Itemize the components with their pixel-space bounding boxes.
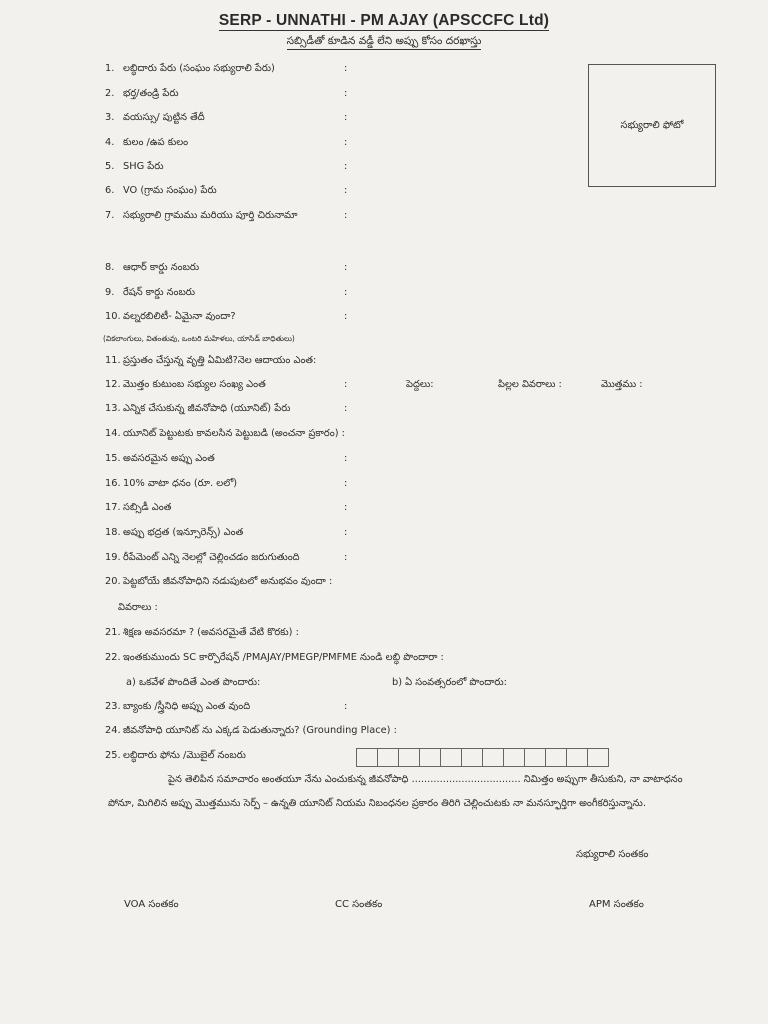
- phone-digit-box[interactable]: [524, 748, 546, 767]
- field-colon: :: [344, 63, 348, 74]
- field-colon: :: [344, 379, 348, 390]
- field-number: 11.: [105, 355, 121, 366]
- field-label: యూనిట్ పెట్టుటకు కావలసిన పెట్టుబడి (అంచనా ప్రకారం) :: [123, 428, 345, 439]
- vulnerability-note: (వికలాంగులు, వితంతువు, ఒంటరి మహిళలు, యాసిడ్ బాధితులు): [103, 334, 295, 343]
- photo-box-label: సభ్యురాలి ఫోటో: [620, 119, 684, 131]
- form-title-text: SERP - UNNATHI - PM AJAY (APSCCFC Ltd): [218, 12, 550, 29]
- q22-amount-label: a) ఒకవేళ పొందితే ఎంత పొందారు:: [126, 677, 261, 688]
- field-colon: :: [344, 552, 348, 563]
- field-label: శిక్షణ అవసరమా ? (అవసరమైతే వేటి కొరకు) :: [123, 627, 299, 638]
- declaration-paragraph: పైన తెలిపిన సమాచారం అంతయూ నేను ఎంచుకున్న జీవనోపాధి ................................... నిమిత్తం అప్పుగా తీసుకుని, నా వాటాధనం పోనూ, మిగిలిన అప్పు మొత్తమును సెర్ప్ – ఉన్నతి యూనిట్ నియమ నిబంధనల ప్రకారం తిరిగి చెల్లించుటకు నా మనస్ఫూర్తిగా అంగీకరిస్తున్నాను.: [108, 774, 683, 809]
- field-number: 7.: [105, 210, 115, 221]
- field-number: 6.: [105, 185, 115, 196]
- phone-digit-box[interactable]: [398, 748, 420, 767]
- field-number: 3.: [105, 112, 115, 123]
- field-number: 13.: [105, 403, 121, 414]
- field-number: 9.: [105, 287, 115, 298]
- field-colon: :: [344, 210, 348, 221]
- field-label: సబ్సిడీ ఎంత: [123, 502, 172, 513]
- field-label: ఇంతకుముందు SC కార్పొరేషన్ /PMAJAY/PMEGP/PMFME నుండి లబ్ధి పొందారా :: [123, 652, 444, 663]
- field-number: 8.: [105, 262, 115, 273]
- field-colon: :: [344, 185, 348, 196]
- phone-digit-box[interactable]: [356, 748, 378, 767]
- field-number: 22.: [105, 652, 121, 663]
- field-label: అప్పు భద్రత (ఇన్సూరెన్స్) ఎంత: [123, 527, 244, 538]
- field-label: 10% వాటా ధనం (రూ. లలో): [123, 478, 238, 489]
- field-label: బ్యాంకు /స్త్రీనిధి అప్పు ఎంత వుంది: [123, 701, 251, 712]
- field-number: 24.: [105, 725, 121, 736]
- phone-digit-box[interactable]: [482, 748, 504, 767]
- field-number: 15.: [105, 453, 121, 464]
- field-label: భర్త/తండ్రి పేరు: [123, 88, 179, 99]
- phone-digit-box[interactable]: [440, 748, 462, 767]
- phone-number-boxes[interactable]: [357, 748, 609, 767]
- field-colon: :: [344, 262, 348, 273]
- photo-box: [588, 64, 716, 187]
- field-label: ప్రస్తుతం చేస్తున్న వృత్తి ఏమిటి?నెల ఆదాయం ఎంత:: [123, 355, 317, 366]
- field-label: VO (గ్రామ సంఘం) పేరు: [123, 185, 217, 196]
- field-label: రేషన్ కార్డు నంబరు: [123, 287, 195, 298]
- field-colon: :: [344, 137, 348, 148]
- phone-digit-box[interactable]: [587, 748, 609, 767]
- field-colon: :: [344, 112, 348, 123]
- family-adults-label: పెద్దలు:: [406, 379, 434, 390]
- field-label: కులం /ఉప కులం: [123, 137, 189, 148]
- field-label: అవసరమైన అప్పు ఎంత: [123, 453, 215, 464]
- field-number: 16.: [105, 478, 121, 489]
- member-signature-label: సభ్యురాలి సంతకం: [576, 849, 649, 860]
- phone-digit-box[interactable]: [461, 748, 483, 767]
- field-number: 1.: [105, 63, 115, 74]
- apm-signature-label: APM సంతకం: [589, 899, 644, 910]
- field-number: 21.: [105, 627, 121, 638]
- field-colon: :: [344, 701, 348, 712]
- form-subtitle-text: సబ్సిడీతో కూడిన వడ్డీ లేని అప్పు కోసం దరఖాస్తు: [287, 35, 482, 50]
- field-colon: :: [344, 287, 348, 298]
- field-label: వయస్సు/ పుట్టిన తేదీ: [123, 112, 205, 123]
- phone-digit-box[interactable]: [545, 748, 567, 767]
- field-label: సభ్యురాలి గ్రామము మరియు పూర్తి చిరునామా: [123, 210, 298, 221]
- phone-digit-box[interactable]: [377, 748, 399, 767]
- field-colon: :: [344, 502, 348, 513]
- field-colon: :: [344, 527, 348, 538]
- field-colon: :: [344, 403, 348, 414]
- field-label: మొత్తం కుటుంబ సభ్యుల సంఖ్య ఎంత: [123, 379, 266, 390]
- field-number: 17.: [105, 502, 121, 513]
- phone-digit-box[interactable]: [419, 748, 441, 767]
- form-title: [0, 12, 768, 30]
- field-colon: :: [344, 311, 348, 322]
- family-children-label: పిల్లల వివరాలు :: [498, 379, 562, 390]
- field-label: పెట్టబోయే జీవనోపాధిని నడుపుటలో అనుభవం వుందా :: [123, 576, 333, 587]
- field-number: 4.: [105, 137, 115, 148]
- field-colon: :: [344, 453, 348, 464]
- field-number: 12.: [105, 379, 121, 390]
- voa-signature-label: VOA సంతకం: [124, 899, 179, 910]
- field-label: జీవనోపాధి యూనిట్ ను ఎక్కడ పెడుతున్నారు? (Grounding Place) :: [123, 725, 397, 736]
- field-colon: :: [344, 88, 348, 99]
- phone-digit-box[interactable]: [566, 748, 588, 767]
- field-number: 10.: [105, 311, 121, 322]
- phone-digit-box[interactable]: [503, 748, 525, 767]
- field-label: లబ్ధిదారు పేరు (సంఘం సభ్యురాలి పేరు): [123, 63, 275, 74]
- field-colon: :: [344, 478, 348, 489]
- field-number: 25.: [105, 750, 121, 761]
- family-total-label: మొత్తము :: [601, 379, 643, 390]
- field-label: లబ్ధిదారు ఫోను /మొబైల్ నంబరు: [123, 750, 246, 761]
- field-label: ఎన్నిక చేసుకున్న జీవనోపాధి (యూనిట్) పేరు: [123, 403, 291, 414]
- field-number: 2.: [105, 88, 115, 99]
- field-label: ఆధార్ కార్డు నంబరు: [123, 262, 200, 273]
- q22-year-label: b) ఏ సంవత్సరంలో పొందారు:: [392, 677, 507, 688]
- field-label: రీపేమెంట్ ఎన్ని నెలల్లో చెల్లించడం జరుగుతుంది: [123, 552, 300, 563]
- field-label: వల్నరబిలిటీ- ఏమైనా వుందా?: [123, 311, 236, 322]
- form-subtitle: [0, 35, 768, 50]
- field-label: SHG పేరు: [123, 161, 164, 172]
- field-number: 19.: [105, 552, 121, 563]
- cc-signature-label: CC సంతకం: [335, 899, 383, 910]
- field-number: 5.: [105, 161, 115, 172]
- field-number: 14.: [105, 428, 121, 439]
- field-number: 23.: [105, 701, 121, 712]
- field-number: 20.: [105, 576, 121, 587]
- field-colon: :: [344, 161, 348, 172]
- details-label: వివరాలు :: [118, 602, 158, 613]
- field-number: 18.: [105, 527, 121, 538]
